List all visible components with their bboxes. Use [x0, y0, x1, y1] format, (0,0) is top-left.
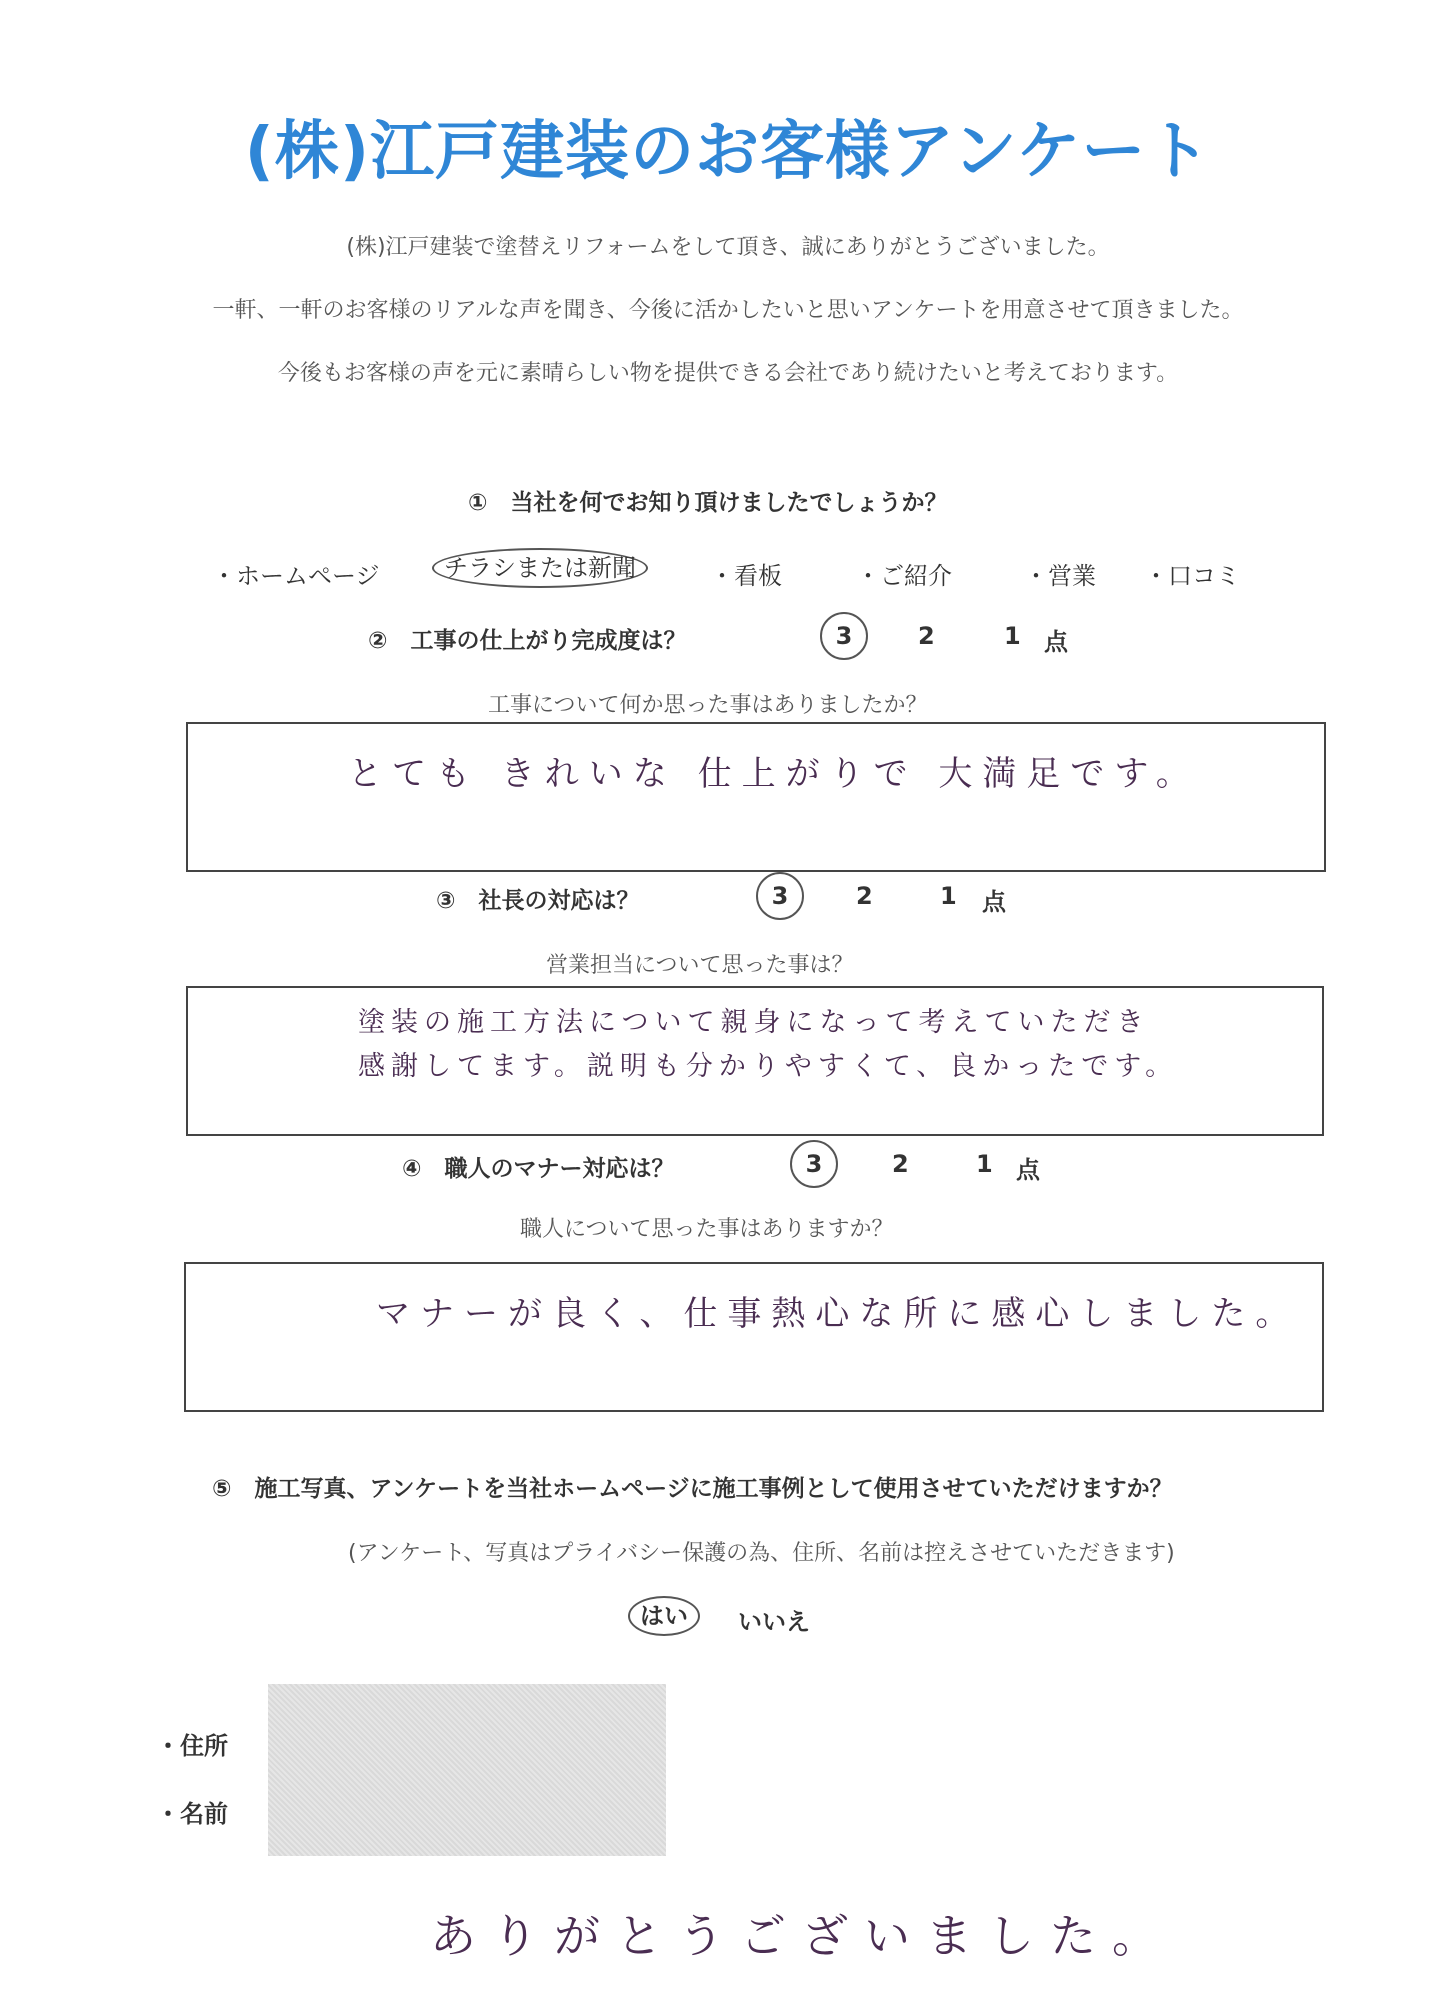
q1-option-flyer-label: チラシまたは新聞	[444, 554, 636, 582]
q5-no[interactable]: いいえ	[738, 1608, 810, 1636]
q2-score-3: 3	[820, 612, 868, 660]
q5-yes-label: はい	[640, 1602, 688, 1630]
q1-option-sales[interactable]: ・営業	[1024, 562, 1096, 590]
address-label: ・住所	[156, 1732, 228, 1760]
q2-score-3-selected[interactable]	[820, 612, 868, 660]
redacted-personal-info	[268, 1684, 666, 1856]
q2-score-2[interactable]: 2	[918, 622, 935, 650]
q2-score-1[interactable]: 1	[1004, 622, 1021, 650]
intro-line-1: (株)江戸建装で塗替えリフォームをして頂き、誠にありがとうございました。	[346, 235, 1110, 260]
q3-comment-prompt: 営業担当について思った事は？	[546, 953, 854, 978]
q3-handwritten-answer-line-1: 塗装の施工方法について親身になって考えていただき	[358, 1007, 1150, 1038]
q5-yes-circle-mark	[628, 1596, 700, 1636]
q1-option-homepage[interactable]: ・ホームページ	[212, 562, 380, 590]
question-4-label: ④ 職人のマナー対応は？	[402, 1156, 675, 1182]
intro-line-2: 一軒、一軒のお客様のリアルな声を聞き、今後に活かしたいと思いアンケートを用意させて頂きました。	[212, 298, 1244, 323]
intro-line-3: 今後もお客様の声を元に素晴らしい物を提供できる会社であり続けたいと考えております。	[277, 361, 1179, 386]
q2-comment-box[interactable]	[186, 722, 1326, 872]
q4-comment-box[interactable]	[184, 1262, 1324, 1412]
q2-score-unit: 点	[1044, 628, 1068, 656]
q4-handwritten-answer: マナーが良く、仕事熱心な所に感心しました。	[376, 1294, 1300, 1334]
q5-privacy-note: (アンケート、写真はプライバシー保護の為、住所、名前は控えさせていただきます)	[348, 1541, 1175, 1566]
q4-comment-prompt: 職人について思った事はありますか？	[520, 1217, 894, 1242]
q1-option-word-of-mouth[interactable]: ・口コミ	[1144, 562, 1240, 590]
q4-score-unit: 点	[1016, 1156, 1040, 1184]
q3-score-3: 3	[756, 872, 804, 920]
q1-option-flyer-selected[interactable]	[432, 548, 648, 583]
q2-handwritten-answer: とても きれいな 仕上がりで 大満足です。	[348, 754, 1200, 794]
question-5-label: ⑤ 施工写真、アンケートを当社ホームページに施工事例として使用させていただけますか？	[212, 1476, 1173, 1502]
q4-score-3: 3	[790, 1140, 838, 1188]
q3-score-3-selected[interactable]	[756, 872, 804, 920]
q5-yes-selected[interactable]	[628, 1596, 700, 1631]
q4-score-3-selected[interactable]	[790, 1140, 838, 1188]
q2-comment-prompt: 工事について何か思った事はありましたか？	[488, 693, 928, 718]
survey-title: (株)江戸建装のお客様アンケート	[244, 115, 1212, 189]
q4-score-1[interactable]: 1	[976, 1150, 993, 1178]
q1-option-referral[interactable]: ・ご紹介	[856, 562, 952, 590]
closing-handwritten-thanks: ありがとうございました。	[430, 1909, 1174, 1963]
q1-option-signboard[interactable]: ・看板	[710, 562, 782, 590]
question-3-label: ③ 社長の対応は？	[436, 888, 640, 914]
question-2-label: ② 工事の仕上がり完成度は？	[368, 628, 687, 654]
question-1-label: ① 当社を何でお知り頂けましたでしょうか？	[468, 490, 948, 516]
name-label: ・名前	[156, 1800, 228, 1828]
q3-score-2[interactable]: 2	[856, 882, 873, 910]
q3-handwritten-answer-line-2: 感謝してます。説明も分かりやすくて、良かったです。	[358, 1051, 1179, 1082]
q3-score-1[interactable]: 1	[940, 882, 957, 910]
q4-score-2[interactable]: 2	[892, 1150, 909, 1178]
q3-comment-box[interactable]	[186, 986, 1324, 1136]
selected-circle-mark	[432, 548, 648, 588]
q3-score-unit: 点	[982, 888, 1006, 916]
